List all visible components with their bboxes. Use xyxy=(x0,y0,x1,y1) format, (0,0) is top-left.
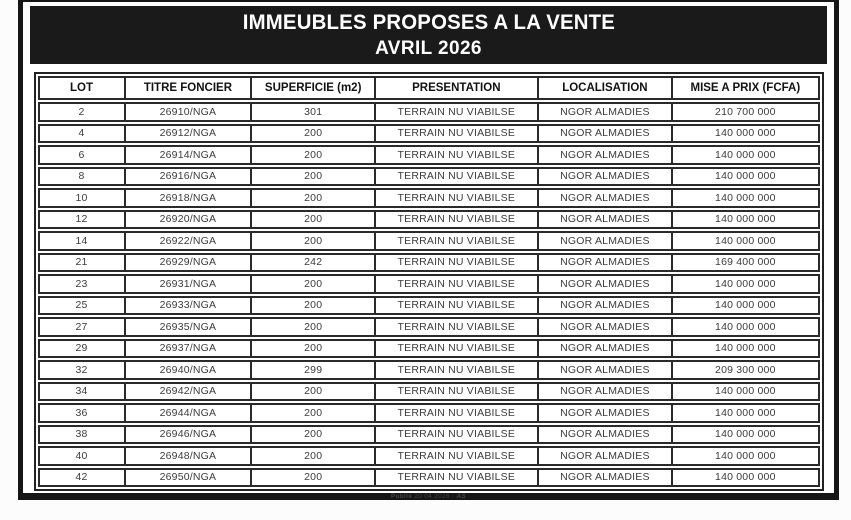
table-row xyxy=(38,446,820,466)
table-cell: 40 xyxy=(75,449,88,462)
table-cell: 200 xyxy=(250,233,374,249)
table-cell: 38 xyxy=(75,428,88,441)
table-cell: 209 300 000 xyxy=(671,362,817,378)
table-cell: NGOR ALMADIES xyxy=(537,147,672,163)
table-cell: 26940/NGA xyxy=(124,362,251,378)
table-cell: 200 xyxy=(250,147,374,163)
table-cell: 140 000 000 xyxy=(671,126,817,142)
table-row xyxy=(38,382,820,402)
table-cell: NGOR ALMADIES xyxy=(537,405,672,421)
table-cell: TERRAIN NU VIABILSE xyxy=(374,298,537,314)
table-cell: NGOR ALMADIES xyxy=(537,470,672,486)
table-cell: 200 xyxy=(250,169,374,185)
table-row xyxy=(38,468,820,488)
table-cell: 140 000 000 xyxy=(671,405,817,421)
table-row xyxy=(38,210,820,230)
table-cell: 200 xyxy=(250,448,374,464)
table-cell: 26929/NGA xyxy=(124,255,251,271)
table-cell: 29 xyxy=(75,342,88,355)
table-header-row xyxy=(38,76,820,100)
table-cell: 25 xyxy=(75,299,88,312)
sales-table xyxy=(34,72,824,491)
table-cell: 12 xyxy=(75,213,88,226)
table-cell: TERRAIN NU VIABILSE xyxy=(374,212,537,228)
table-cell: 21 xyxy=(75,256,88,269)
publication-date: 20 04 2026 · xyxy=(414,493,455,500)
page-title: IMMEUBLES PROPOSES A LA VENTE xyxy=(242,10,615,34)
table-cell: TERRAIN NU VIABILSE xyxy=(374,126,537,142)
header-cell: MISE A PRIX (FCFA) xyxy=(671,78,817,98)
table-cell: TERRAIN NU VIABILSE xyxy=(374,470,537,486)
table-cell: 26935/NGA xyxy=(124,319,251,335)
table-cell: TERRAIN NU VIABILSE xyxy=(374,362,537,378)
table-cell: 34 xyxy=(75,385,88,398)
table-cell: TERRAIN NU VIABILSE xyxy=(374,169,537,185)
table-cell: 23 xyxy=(75,277,88,290)
table-cell: TERRAIN NU VIABILSE xyxy=(374,384,537,400)
table-cell: 140 000 000 xyxy=(671,276,817,292)
table-cell: 299 xyxy=(250,362,374,378)
table-cell: 2 xyxy=(78,105,85,118)
table-cell: NGOR ALMADIES xyxy=(537,212,672,228)
table-cell: 169 400 000 xyxy=(671,255,817,271)
publication-initials: AS xyxy=(456,493,467,500)
table-cell: NGOR ALMADIES xyxy=(537,104,672,120)
table-cell: 26933/NGA xyxy=(124,298,251,314)
table-row xyxy=(38,274,820,294)
table-cell: NGOR ALMADIES xyxy=(537,169,672,185)
header-cell: SUPERFICIE (m2) xyxy=(250,78,374,98)
table-cell: 26937/NGA xyxy=(124,341,251,357)
table-row xyxy=(38,425,820,445)
table-cell: 140 000 000 xyxy=(671,298,817,314)
table-cell: 26914/NGA xyxy=(124,147,251,163)
table-row xyxy=(38,102,820,122)
table-cell: TERRAIN NU VIABILSE xyxy=(374,405,537,421)
table-cell: TERRAIN NU VIABILSE xyxy=(374,104,537,120)
table-cell: NGOR ALMADIES xyxy=(537,255,672,271)
table-cell: NGOR ALMADIES xyxy=(537,427,672,443)
table-cell: 14 xyxy=(75,234,88,247)
table-cell: NGOR ALMADIES xyxy=(537,126,672,142)
table-cell: 140 000 000 xyxy=(671,212,817,228)
table-cell: NGOR ALMADIES xyxy=(537,319,672,335)
table-cell: TERRAIN NU VIABILSE xyxy=(374,255,537,271)
table-cell: 4 xyxy=(78,127,85,140)
table-cell: TERRAIN NU VIABILSE xyxy=(374,427,537,443)
table-row xyxy=(38,231,820,251)
table-cell: 140 000 000 xyxy=(671,147,817,163)
table-row xyxy=(38,360,820,380)
table-cell: NGOR ALMADIES xyxy=(537,276,672,292)
header-cell: TITRE FONCIER xyxy=(124,78,251,98)
table-cell: 10 xyxy=(75,191,88,204)
table-cell: NGOR ALMADIES xyxy=(537,448,672,464)
table-cell: 140 000 000 xyxy=(671,190,817,206)
table-cell: TERRAIN NU VIABILSE xyxy=(374,341,537,357)
table-cell: NGOR ALMADIES xyxy=(537,190,672,206)
table-cell: 200 xyxy=(250,319,374,335)
page-subtitle: AVRIL 2026 xyxy=(375,37,482,59)
table-cell: 26916/NGA xyxy=(124,169,251,185)
table-cell: 140 000 000 xyxy=(671,448,817,464)
header-cell: LOCALISATION xyxy=(537,78,672,98)
table-cell: NGOR ALMADIES xyxy=(537,298,672,314)
table-cell: 26931/NGA xyxy=(124,276,251,292)
table-cell: 200 xyxy=(250,276,374,292)
table-cell: 26920/NGA xyxy=(124,212,251,228)
table-cell: NGOR ALMADIES xyxy=(537,384,672,400)
table-cell: 26942/NGA xyxy=(124,384,251,400)
publication-stamp-word: Publié xyxy=(390,493,413,500)
table-row xyxy=(38,145,820,165)
table-cell: 200 xyxy=(250,341,374,357)
table-cell: 8 xyxy=(78,170,85,183)
table-cell: 200 xyxy=(250,470,374,486)
table-cell: 242 xyxy=(250,255,374,271)
table-cell: 140 000 000 xyxy=(671,384,817,400)
table-cell: NGOR ALMADIES xyxy=(537,233,672,249)
header-cell: PRESENTATION xyxy=(374,78,537,98)
table-cell: 200 xyxy=(250,212,374,228)
table-cell: 301 xyxy=(250,104,374,120)
table-cell: 140 000 000 xyxy=(671,319,817,335)
table-cell: 26922/NGA xyxy=(124,233,251,249)
table-cell: 42 xyxy=(75,471,88,484)
table-cell: 140 000 000 xyxy=(671,470,817,486)
table-cell: TERRAIN NU VIABILSE xyxy=(374,190,537,206)
table-cell: 140 000 000 xyxy=(671,341,817,357)
table-cell: 32 xyxy=(75,363,88,376)
table-cell: TERRAIN NU VIABILSE xyxy=(374,233,537,249)
table-cell: 27 xyxy=(75,320,88,333)
header-cell: LOT xyxy=(70,82,93,94)
table-cell: 26944/NGA xyxy=(124,405,251,421)
table-cell: TERRAIN NU VIABILSE xyxy=(374,448,537,464)
table-cell: 26912/NGA xyxy=(124,126,251,142)
table-cell: NGOR ALMADIES xyxy=(537,341,672,357)
table-row xyxy=(38,339,820,359)
table-cell: 26946/NGA xyxy=(124,427,251,443)
page-frame xyxy=(18,0,839,500)
table-cell: 200 xyxy=(250,190,374,206)
table-row xyxy=(38,403,820,423)
table-cell: NGOR ALMADIES xyxy=(537,362,672,378)
table-cell: 26918/NGA xyxy=(124,190,251,206)
table-cell: 210 700 000 xyxy=(671,104,817,120)
table-cell: TERRAIN NU VIABILSE xyxy=(374,147,537,163)
table-cell: 140 000 000 xyxy=(671,233,817,249)
table-cell: 26910/NGA xyxy=(124,104,251,120)
table-row xyxy=(38,317,820,337)
table-row xyxy=(38,167,820,187)
publication-stamp xyxy=(23,493,834,500)
table-row xyxy=(38,253,820,273)
table-cell: 36 xyxy=(75,406,88,419)
table-row xyxy=(38,124,820,144)
table-cell: 26950/NGA xyxy=(124,470,251,486)
table-cell: 200 xyxy=(250,126,374,142)
title-banner xyxy=(30,6,827,64)
table-cell: 6 xyxy=(78,148,85,161)
table-row xyxy=(38,296,820,316)
table-cell: 200 xyxy=(250,384,374,400)
table-cell: TERRAIN NU VIABILSE xyxy=(374,319,537,335)
table-cell: 200 xyxy=(250,298,374,314)
table-row xyxy=(38,188,820,208)
table-cell: 140 000 000 xyxy=(671,427,817,443)
table-cell: TERRAIN NU VIABILSE xyxy=(374,276,537,292)
table-cell: 140 000 000 xyxy=(671,169,817,185)
table-cell: 200 xyxy=(250,427,374,443)
table-cell: 200 xyxy=(250,405,374,421)
table-cell: 26948/NGA xyxy=(124,448,251,464)
